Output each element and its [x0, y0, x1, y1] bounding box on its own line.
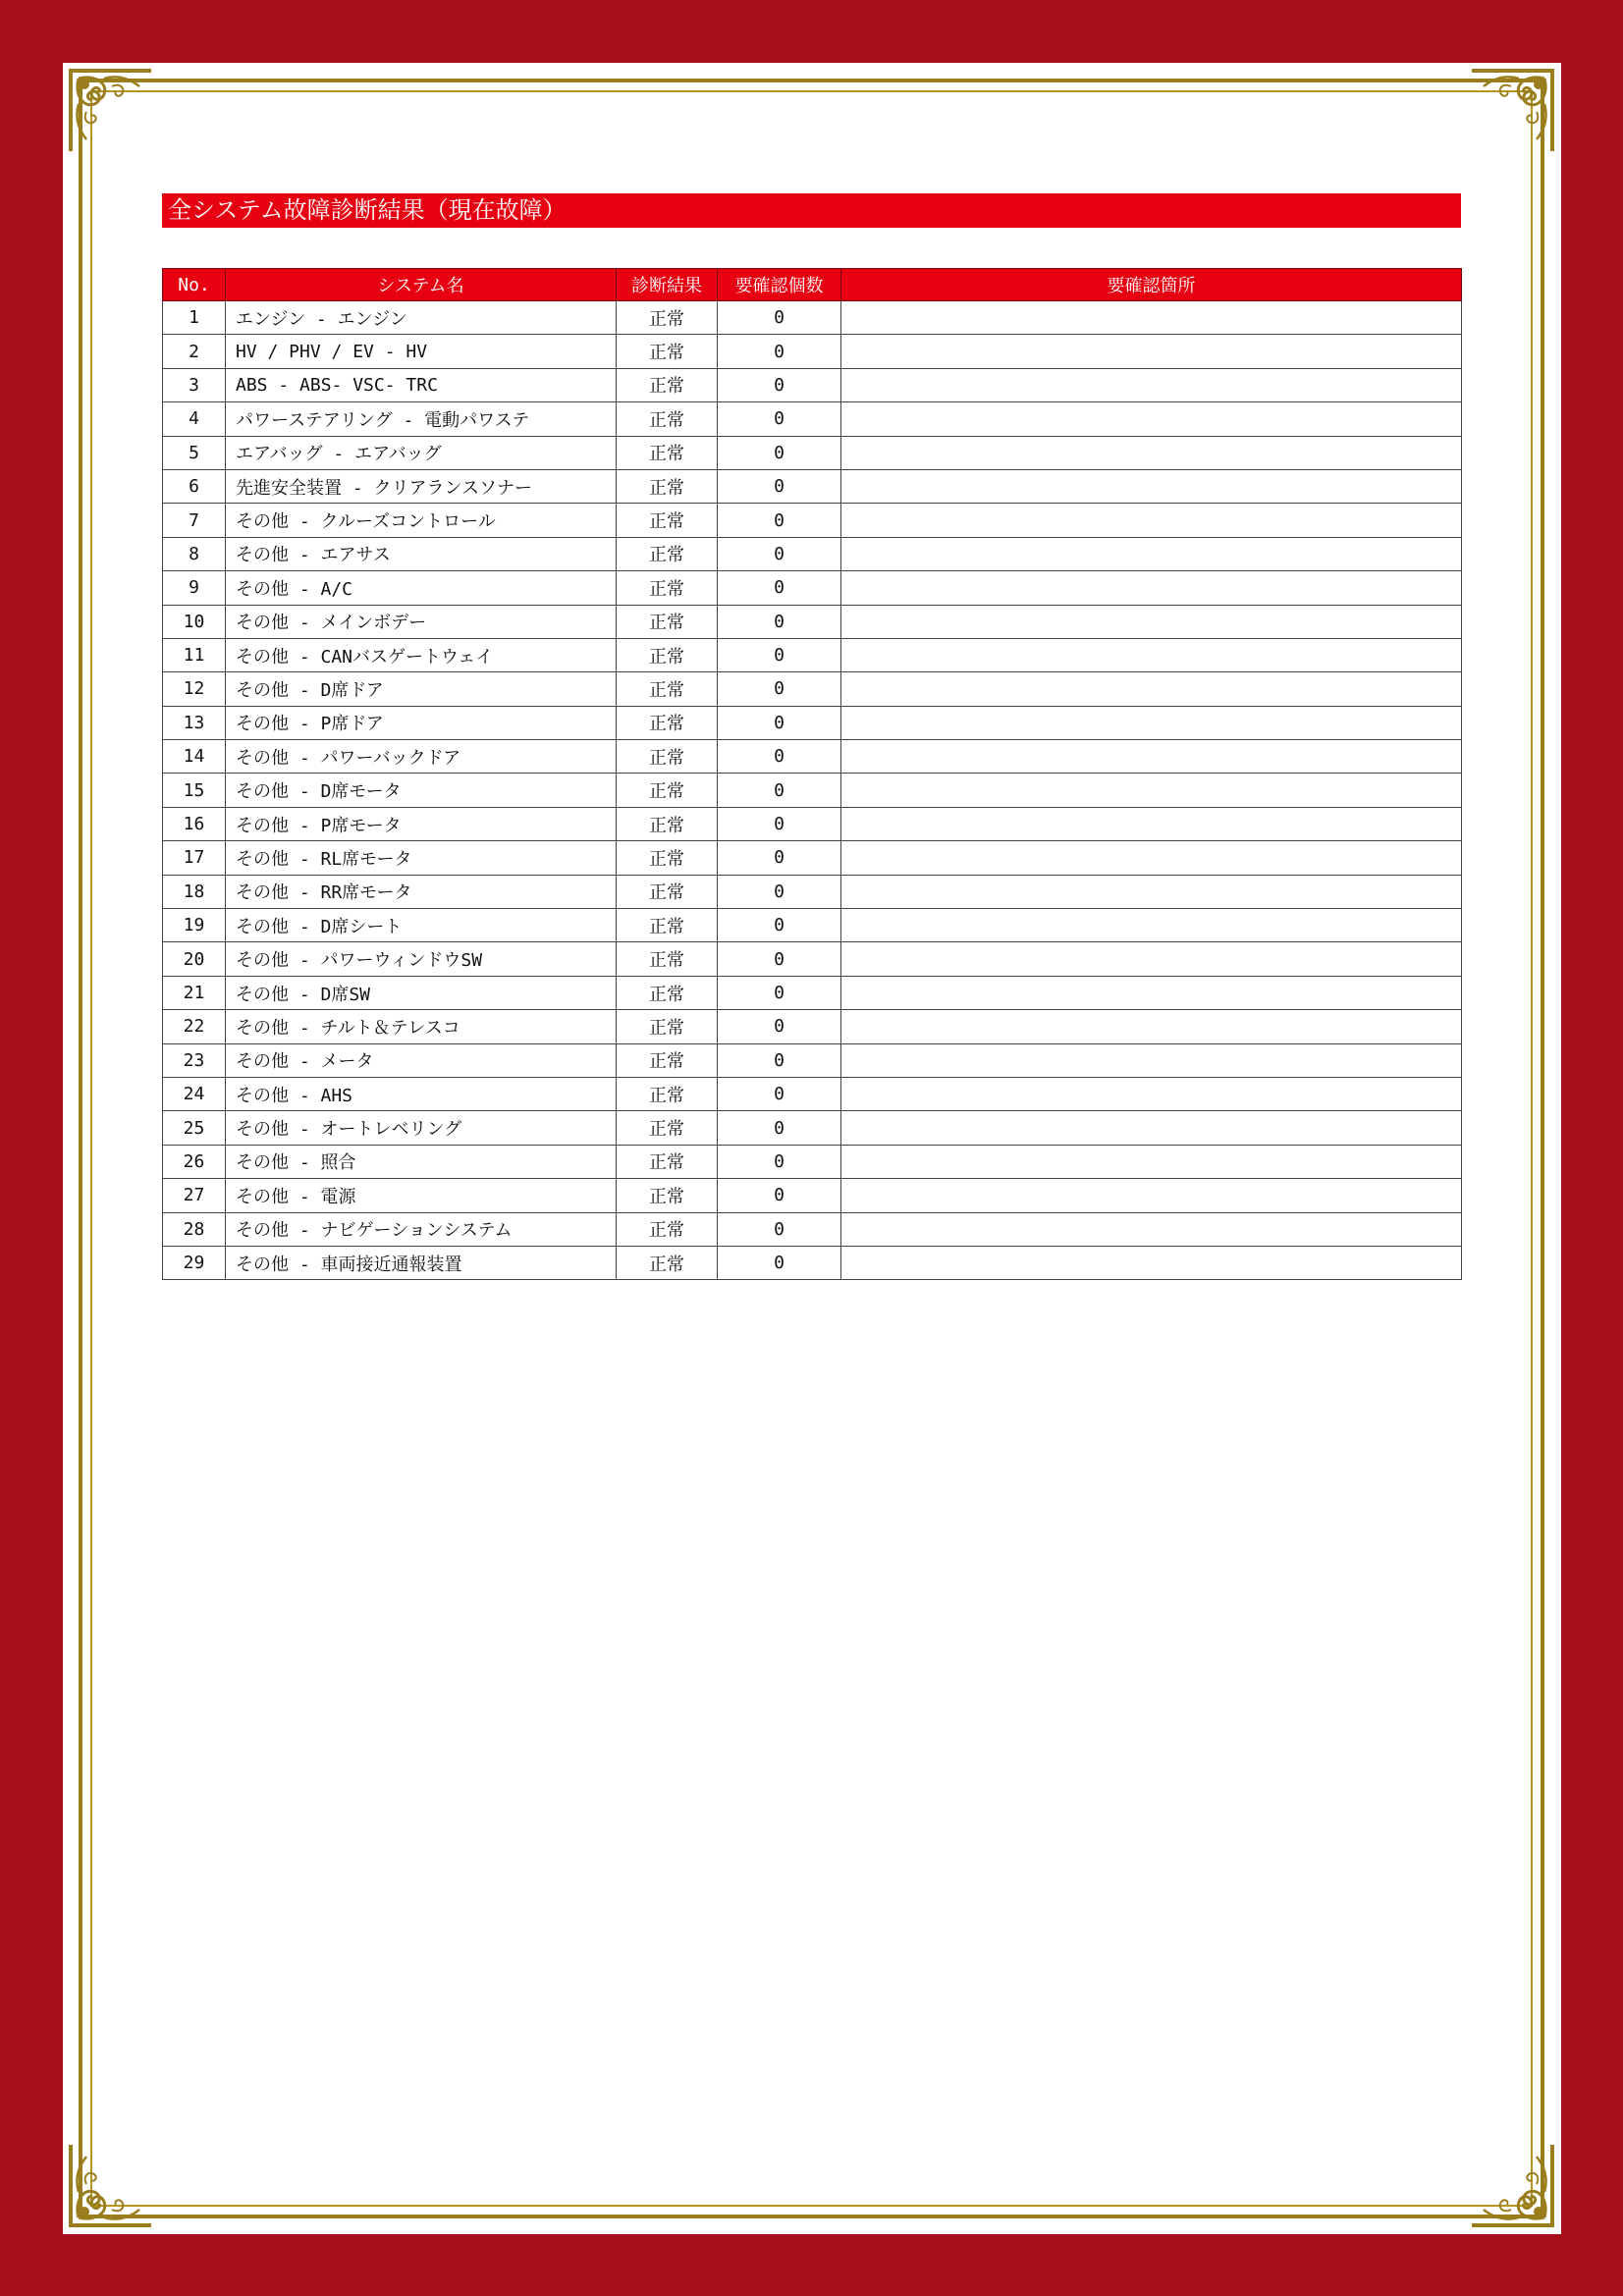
table-row [163, 909, 1462, 942]
row-check-location [841, 1043, 1462, 1077]
row-number: 5 [163, 436, 226, 469]
row-check-location [841, 1179, 1462, 1212]
table-row [163, 841, 1462, 875]
row-number: 11 [163, 638, 226, 671]
row-check-location [841, 774, 1462, 807]
row-check-count: 0 [718, 537, 841, 570]
row-number: 22 [163, 1010, 226, 1043]
row-system-name: その他 - 電源 [226, 1179, 617, 1212]
row-check-location [841, 537, 1462, 570]
row-check-count: 0 [718, 909, 841, 942]
row-check-location [841, 1111, 1462, 1145]
row-check-count: 0 [718, 774, 841, 807]
row-number: 23 [163, 1043, 226, 1077]
row-check-location [841, 605, 1462, 638]
ornamental-corner-icon [65, 2141, 155, 2231]
table-row [163, 402, 1462, 436]
row-check-count: 0 [718, 672, 841, 706]
row-system-name: その他 - D席シート [226, 909, 617, 942]
table-header-row [163, 269, 1462, 301]
row-system-name: その他 - エアサス [226, 537, 617, 570]
ornamental-corner-icon [1468, 2141, 1558, 2231]
row-check-location [841, 909, 1462, 942]
table-row [163, 1010, 1462, 1043]
row-check-count: 0 [718, 335, 841, 368]
row-result: 正常 [617, 942, 718, 976]
row-system-name: その他 - オートレベリング [226, 1111, 617, 1145]
table-row [163, 1212, 1462, 1246]
row-result: 正常 [617, 368, 718, 401]
row-check-location [841, 402, 1462, 436]
row-result: 正常 [617, 571, 718, 605]
header-system-name: システム名 [226, 269, 617, 301]
row-number: 26 [163, 1145, 226, 1178]
row-check-count: 0 [718, 301, 841, 335]
table-row [163, 436, 1462, 469]
row-result: 正常 [617, 774, 718, 807]
row-result: 正常 [617, 469, 718, 503]
row-check-location [841, 740, 1462, 774]
row-number: 15 [163, 774, 226, 807]
row-check-count: 0 [718, 1212, 841, 1246]
row-result: 正常 [617, 335, 718, 368]
row-number: 1 [163, 301, 226, 335]
row-system-name: その他 - メータ [226, 1043, 617, 1077]
row-check-location [841, 335, 1462, 368]
row-check-count: 0 [718, 1246, 841, 1279]
row-number: 24 [163, 1077, 226, 1110]
row-result: 正常 [617, 1010, 718, 1043]
row-check-count: 0 [718, 875, 841, 908]
row-number: 13 [163, 706, 226, 739]
row-result: 正常 [617, 909, 718, 942]
row-check-count: 0 [718, 1145, 841, 1178]
table-row [163, 1145, 1462, 1178]
row-check-count: 0 [718, 807, 841, 840]
row-result: 正常 [617, 301, 718, 335]
row-check-count: 0 [718, 605, 841, 638]
row-check-count: 0 [718, 504, 841, 537]
row-check-location [841, 1077, 1462, 1110]
row-number: 3 [163, 368, 226, 401]
row-result: 正常 [617, 402, 718, 436]
row-number: 10 [163, 605, 226, 638]
row-check-count: 0 [718, 841, 841, 875]
row-system-name: その他 - D席ドア [226, 672, 617, 706]
row-check-count: 0 [718, 942, 841, 976]
row-system-name: その他 - P席モータ [226, 807, 617, 840]
table-row [163, 1111, 1462, 1145]
row-system-name: その他 - チルト＆テレスコ [226, 1010, 617, 1043]
row-system-name: その他 - CANバスゲートウェイ [226, 638, 617, 671]
row-check-count: 0 [718, 1111, 841, 1145]
table-row [163, 1077, 1462, 1110]
row-result: 正常 [617, 976, 718, 1009]
row-check-count: 0 [718, 706, 841, 739]
row-number: 19 [163, 909, 226, 942]
row-system-name: ABS - ABS- VSC- TRC [226, 368, 617, 401]
row-result: 正常 [617, 1179, 718, 1212]
ornamental-corner-icon [1468, 65, 1558, 155]
row-number: 6 [163, 469, 226, 503]
row-result: 正常 [617, 1246, 718, 1279]
row-check-location [841, 368, 1462, 401]
row-result: 正常 [617, 841, 718, 875]
row-check-location [841, 841, 1462, 875]
row-check-location [841, 1010, 1462, 1043]
row-number: 7 [163, 504, 226, 537]
row-result: 正常 [617, 807, 718, 840]
row-number: 20 [163, 942, 226, 976]
row-system-name: その他 - パワーウィンドウSW [226, 942, 617, 976]
row-number: 27 [163, 1179, 226, 1212]
header-check-count: 要確認個数 [718, 269, 841, 301]
row-number: 14 [163, 740, 226, 774]
table-row [163, 605, 1462, 638]
header-check-location: 要確認箇所 [841, 269, 1462, 301]
diagnosis-table [162, 268, 1462, 1280]
row-system-name: エアバッグ - エアバッグ [226, 436, 617, 469]
row-check-location [841, 1145, 1462, 1178]
row-result: 正常 [617, 1111, 718, 1145]
row-result: 正常 [617, 605, 718, 638]
row-result: 正常 [617, 1145, 718, 1178]
row-system-name: その他 - 照合 [226, 1145, 617, 1178]
row-system-name: その他 - ナビゲーションシステム [226, 1212, 617, 1246]
row-result: 正常 [617, 436, 718, 469]
row-number: 4 [163, 402, 226, 436]
table-row [163, 740, 1462, 774]
header-result: 診断結果 [617, 269, 718, 301]
row-system-name: その他 - D席SW [226, 976, 617, 1009]
row-check-count: 0 [718, 436, 841, 469]
table-row [163, 1043, 1462, 1077]
row-number: 2 [163, 335, 226, 368]
table-row [163, 469, 1462, 503]
row-check-location [841, 672, 1462, 706]
row-check-count: 0 [718, 469, 841, 503]
table-row [163, 638, 1462, 671]
row-system-name: その他 - 車両接近通報装置 [226, 1246, 617, 1279]
row-check-location [841, 706, 1462, 739]
row-number: 21 [163, 976, 226, 1009]
row-check-location [841, 1246, 1462, 1279]
row-check-location [841, 301, 1462, 335]
row-system-name: 先進安全装置 - クリアランスソナー [226, 469, 617, 503]
row-result: 正常 [617, 1212, 718, 1246]
table-row [163, 672, 1462, 706]
row-check-location [841, 638, 1462, 671]
row-result: 正常 [617, 672, 718, 706]
row-check-count: 0 [718, 1179, 841, 1212]
ornamental-corner-icon [65, 65, 155, 155]
section-title: 全システム故障診断結果（現在故障） [162, 193, 1461, 228]
row-check-location [841, 1212, 1462, 1246]
row-system-name: パワーステアリング - 電動パワステ [226, 402, 617, 436]
row-system-name: その他 - クルーズコントロール [226, 504, 617, 537]
row-check-count: 0 [718, 571, 841, 605]
row-check-location [841, 942, 1462, 976]
row-check-location [841, 504, 1462, 537]
table-row [163, 1179, 1462, 1212]
row-check-count: 0 [718, 402, 841, 436]
row-system-name: HV / PHV / EV - HV [226, 335, 617, 368]
table-body [163, 301, 1462, 1280]
header-no: No. [163, 269, 226, 301]
row-check-count: 0 [718, 1010, 841, 1043]
table-row [163, 976, 1462, 1009]
row-check-location [841, 469, 1462, 503]
table-row [163, 942, 1462, 976]
row-check-location [841, 875, 1462, 908]
table-row [163, 706, 1462, 739]
row-system-name: その他 - メインボデー [226, 605, 617, 638]
row-number: 16 [163, 807, 226, 840]
row-number: 9 [163, 571, 226, 605]
row-system-name: エンジン - エンジン [226, 301, 617, 335]
row-system-name: その他 - P席ドア [226, 706, 617, 739]
row-number: 25 [163, 1111, 226, 1145]
row-check-location [841, 436, 1462, 469]
table-row [163, 368, 1462, 401]
row-number: 18 [163, 875, 226, 908]
row-check-count: 0 [718, 976, 841, 1009]
row-system-name: その他 - RR席モータ [226, 875, 617, 908]
row-result: 正常 [617, 740, 718, 774]
row-result: 正常 [617, 706, 718, 739]
row-number: 29 [163, 1246, 226, 1279]
row-result: 正常 [617, 504, 718, 537]
row-check-location [841, 807, 1462, 840]
table-row [163, 1246, 1462, 1279]
row-system-name: その他 - RL席モータ [226, 841, 617, 875]
row-result: 正常 [617, 638, 718, 671]
table-row [163, 537, 1462, 570]
row-number: 12 [163, 672, 226, 706]
row-system-name: その他 - A/C [226, 571, 617, 605]
row-result: 正常 [617, 1043, 718, 1077]
row-check-count: 0 [718, 1043, 841, 1077]
row-number: 28 [163, 1212, 226, 1246]
row-result: 正常 [617, 875, 718, 908]
row-result: 正常 [617, 1077, 718, 1110]
table-row [163, 807, 1462, 840]
row-check-count: 0 [718, 1077, 841, 1110]
table-row [163, 571, 1462, 605]
table-row [163, 335, 1462, 368]
row-system-name: その他 - パワーバックドア [226, 740, 617, 774]
row-system-name: その他 - AHS [226, 1077, 617, 1110]
row-check-count: 0 [718, 638, 841, 671]
row-check-count: 0 [718, 368, 841, 401]
row-result: 正常 [617, 537, 718, 570]
row-number: 17 [163, 841, 226, 875]
row-check-location [841, 571, 1462, 605]
row-check-location [841, 976, 1462, 1009]
row-check-count: 0 [718, 740, 841, 774]
row-system-name: その他 - D席モータ [226, 774, 617, 807]
table-row [163, 875, 1462, 908]
table-row [163, 774, 1462, 807]
table-row [163, 301, 1462, 335]
row-number: 8 [163, 537, 226, 570]
table-row [163, 504, 1462, 537]
